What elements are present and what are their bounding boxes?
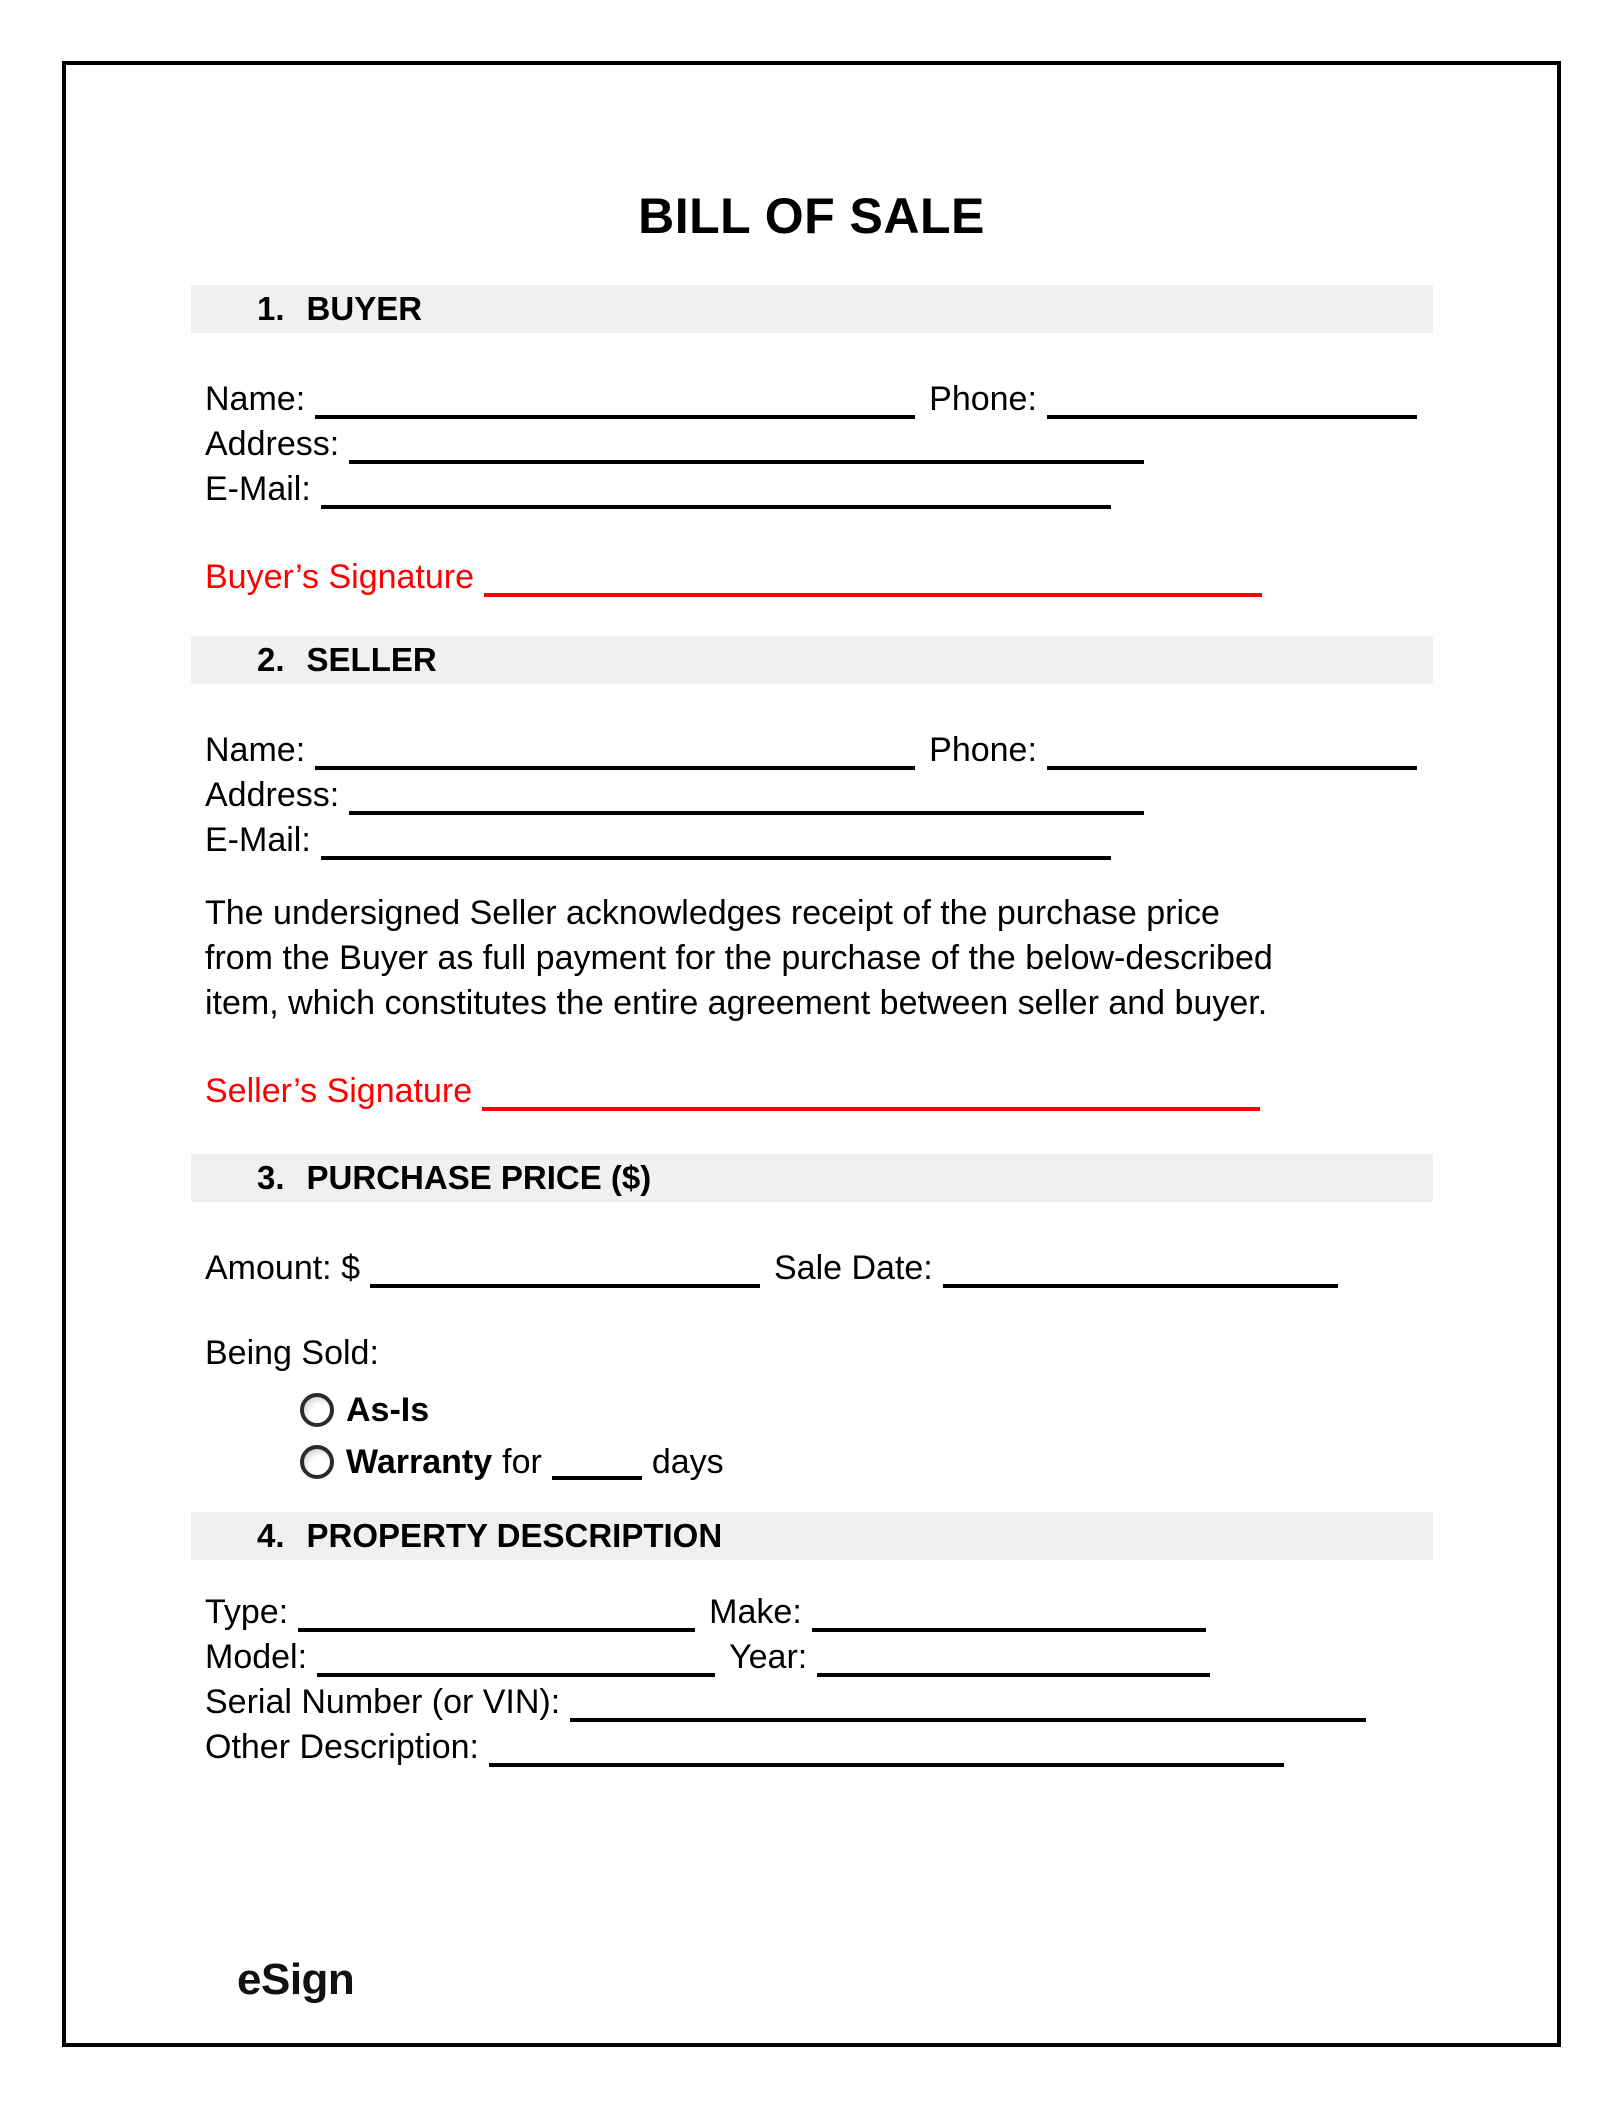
- section-header-purchase-price: [191, 1154, 1433, 1202]
- serial-number-label: Serial Number (or VIN):: [205, 1683, 561, 1721]
- seller-email-input-line[interactable]: [321, 848, 1111, 860]
- seller-address-input-line[interactable]: [349, 803, 1144, 815]
- amount-label: Amount: $: [205, 1249, 360, 1287]
- section-header-buyer: [191, 285, 1433, 333]
- section-heading: SELLER: [306, 641, 437, 678]
- document-page: [62, 61, 1561, 2047]
- other-description-label: Other Description:: [205, 1728, 479, 1766]
- seller-name-input-line[interactable]: [315, 758, 915, 770]
- option-warranty-days-text: days: [651, 1442, 724, 1481]
- buyer-email-input-line[interactable]: [321, 497, 1111, 509]
- seller-signature-row: [205, 1068, 1557, 1114]
- being-sold-label: Being Sold:: [205, 1334, 379, 1372]
- option-warranty[interactable]: [300, 1436, 1557, 1488]
- seller-signature-input-line[interactable]: [482, 1099, 1260, 1111]
- other-description-input-line[interactable]: [489, 1755, 1284, 1767]
- buyer-signature-label: Buyer’s Signature: [205, 558, 475, 596]
- seller-acknowledgment-paragraph: The undersigned Seller acknowledges receipt of the purchase price from the Buyer as full payment for the purchase of the below-described item, which constitutes the entire agreement between seller and buyer.: [205, 894, 1273, 1022]
- model-input-line[interactable]: [317, 1665, 715, 1677]
- amount-saledate-row: [205, 1246, 1557, 1291]
- seller-signature-label: Seller’s Signature: [205, 1072, 473, 1110]
- buyer-name-label: Name:: [205, 380, 306, 418]
- seller-address-label: Address:: [205, 776, 340, 814]
- buyer-name-phone-row: [205, 377, 1557, 422]
- model-label: Model:: [205, 1638, 308, 1676]
- option-as-is[interactable]: [300, 1384, 1557, 1436]
- buyer-signature-row: [205, 554, 1557, 600]
- buyer-email-label: E-Mail:: [205, 470, 311, 508]
- option-warranty-for-text: for: [502, 1442, 542, 1481]
- section-number: 4.: [257, 1517, 285, 1554]
- radio-button-icon[interactable]: [300, 1445, 334, 1479]
- buyer-address-row: [205, 422, 1557, 467]
- seller-email-row: [205, 818, 1557, 863]
- buyer-email-row: [205, 467, 1557, 512]
- section-heading: PROPERTY DESCRIPTION: [306, 1517, 723, 1554]
- warranty-days-input-line[interactable]: [552, 1468, 642, 1480]
- option-as-is-label: As-Is: [346, 1390, 430, 1429]
- model-year-row: [205, 1635, 1557, 1680]
- buyer-address-input-line[interactable]: [349, 452, 1144, 464]
- make-input-line[interactable]: [812, 1620, 1206, 1632]
- year-label: Year:: [729, 1638, 808, 1676]
- type-input-line[interactable]: [298, 1620, 695, 1632]
- option-warranty-label: Warranty: [346, 1442, 493, 1481]
- buyer-address-label: Address:: [205, 425, 340, 463]
- seller-name-label: Name:: [205, 731, 306, 769]
- seller-address-row: [205, 773, 1557, 818]
- sale-date-label: Sale Date:: [773, 1249, 933, 1287]
- section-heading: BUYER: [306, 290, 423, 327]
- buyer-phone-input-line[interactable]: [1047, 407, 1417, 419]
- being-sold-row: [205, 1331, 1557, 1376]
- section-header-seller: [191, 636, 1433, 684]
- section-header-property-description: [191, 1512, 1433, 1560]
- seller-phone-input-line[interactable]: [1047, 758, 1417, 770]
- buyer-name-input-line[interactable]: [315, 407, 915, 419]
- esign-logo: eSign: [237, 1955, 355, 2004]
- amount-input-line[interactable]: [370, 1276, 760, 1288]
- seller-phone-label: Phone:: [929, 731, 1037, 769]
- buyer-phone-label: Phone:: [929, 380, 1037, 418]
- buyer-signature-input-line[interactable]: [484, 585, 1262, 597]
- type-make-row: [205, 1590, 1557, 1635]
- type-label: Type:: [205, 1593, 289, 1631]
- seller-email-label: E-Mail:: [205, 821, 311, 859]
- serial-number-input-line[interactable]: [570, 1710, 1366, 1722]
- seller-name-phone-row: [205, 728, 1557, 773]
- section-number: 2.: [257, 641, 285, 678]
- page-title: BILL OF SALE: [638, 188, 985, 244]
- serial-number-row: [205, 1680, 1557, 1725]
- section-number: 3.: [257, 1159, 285, 1196]
- sale-date-input-line[interactable]: [943, 1276, 1338, 1288]
- year-input-line[interactable]: [817, 1665, 1210, 1677]
- make-label: Make:: [709, 1593, 802, 1631]
- other-description-row: [205, 1725, 1557, 1770]
- section-heading: PURCHASE PRICE ($): [306, 1159, 652, 1196]
- section-number: 1.: [257, 290, 285, 327]
- radio-button-icon[interactable]: [300, 1393, 334, 1427]
